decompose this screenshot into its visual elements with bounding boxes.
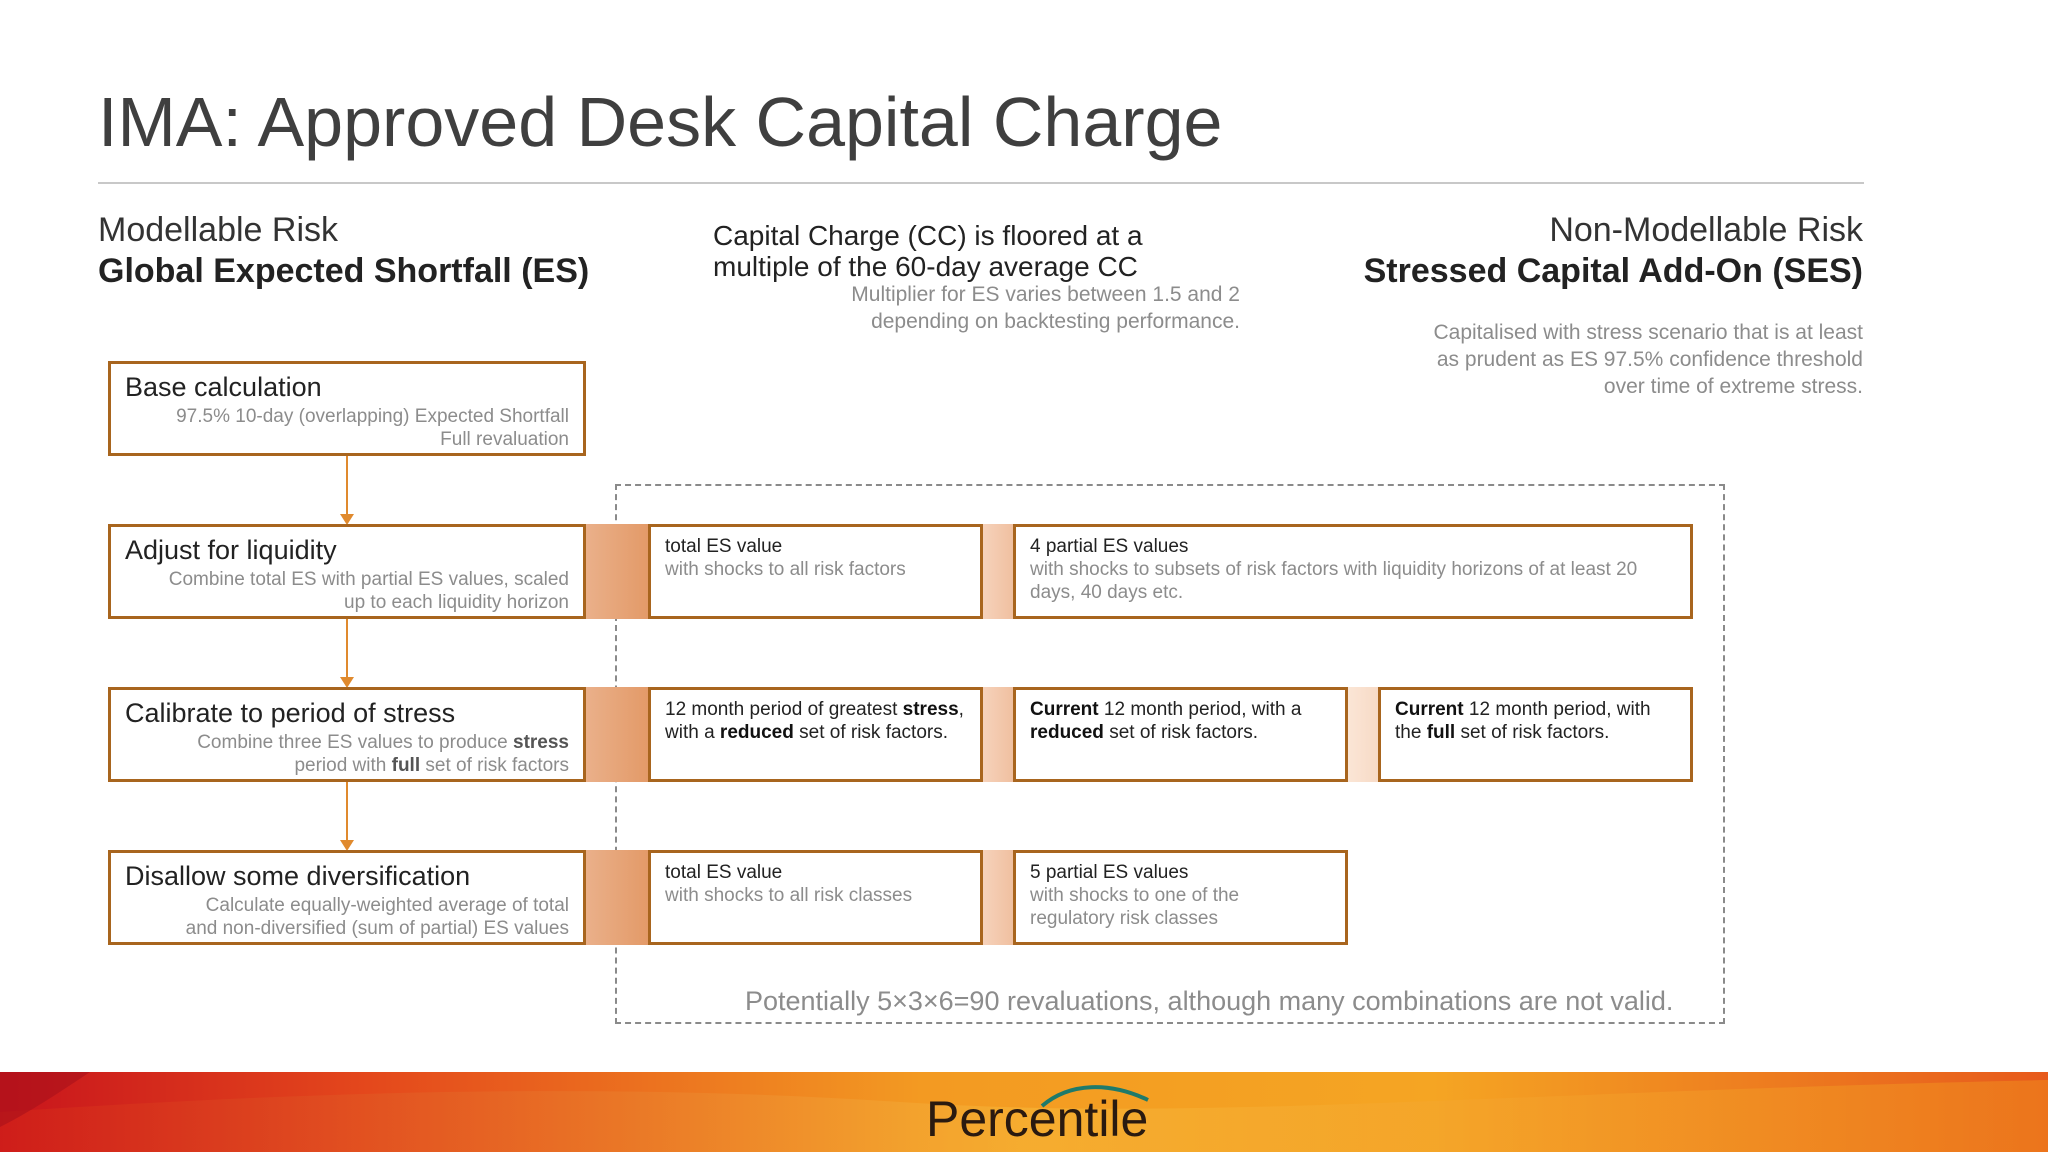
option-text (1030, 698, 1335, 744)
step-description-line-2: up to each liquidity horizon (344, 592, 569, 613)
text-run: period with (294, 755, 392, 776)
step-title: Calibrate to period of stress (125, 698, 456, 728)
step-base-calculation (108, 361, 586, 456)
ses-heading: Stressed Capital Add-On (SES) (1363, 252, 1863, 290)
step-description-line-2: Full revaluation (440, 429, 569, 450)
bold-text-run: reduced (1030, 722, 1104, 743)
connector-strip (983, 687, 1013, 782)
step-description-line-2: and non-diversified (sum of partial) ES values (185, 918, 569, 939)
percentile-logo: Percentile (926, 1091, 1149, 1147)
step-adjust-liquidity (108, 524, 586, 619)
multiplier-note-line-2: depending on backtesting performance. (871, 310, 1240, 333)
option-current-period-reduced (1013, 687, 1348, 782)
title-divider (98, 182, 1864, 184)
capital-charge-line-2: multiple of the 60-day average CC (713, 251, 1138, 282)
option-total-es-risk-factors (648, 524, 983, 619)
option-description: with shocks to all risk classes (665, 885, 913, 906)
capital-charge-line-1: Capital Charge (CC) is floored at a (713, 220, 1143, 251)
connector-strip (586, 524, 648, 619)
ses-note (1433, 319, 1863, 400)
option-title: total ES value (665, 536, 783, 557)
connector-strip (586, 850, 648, 945)
connector-strip (983, 850, 1013, 945)
text-run: 12 month period, with the (1395, 699, 1651, 743)
text-run: 12 month period, with a (1098, 699, 1302, 720)
step-calibrate-stress (108, 687, 586, 782)
ses-note-line-2: as prudent as ES 97.5% confidence threshold (1436, 348, 1863, 371)
step-title: Adjust for liquidity (125, 535, 337, 565)
text-run: , with a (665, 699, 964, 743)
step-description-line-1: Combine total ES with partial ES values, scaled (168, 569, 569, 590)
step-description-line-1: 97.5% 10-day (overlapping) Expected Shortfall (176, 406, 569, 427)
connector-strip (1348, 687, 1378, 782)
step-description (197, 731, 569, 777)
revaluations-note: Potentially 5×3×6=90 revaluations, although many combinations are not valid. (745, 986, 1674, 1016)
bold-text-run: Current (1030, 699, 1099, 720)
page-title: IMA: Approved Desk Capital Charge (98, 83, 1223, 161)
step-description-line-1 (197, 731, 569, 754)
connector-strip (983, 524, 1013, 619)
option-text (1395, 698, 1680, 744)
step-description (186, 894, 569, 940)
bold-text-run: Current (1395, 699, 1464, 720)
modellable-risk-label: Modellable Risk (98, 211, 338, 249)
capital-charge-floor-text (713, 220, 1143, 282)
option-current-period-full (1378, 687, 1693, 782)
option-title: 4 partial ES values (1030, 536, 1189, 557)
option-description: with shocks to one of the regulatory risk classes (1030, 885, 1240, 929)
multiplier-note (700, 281, 1240, 335)
step-disallow-diversification (108, 850, 586, 945)
text-run: Combine three ES values to produce (197, 732, 513, 753)
option-title: total ES value (665, 862, 783, 883)
option-description: with shocks to subsets of risk factors with liquidity horizons of at least 20 days, 40 days etc. (1030, 559, 1638, 603)
bold-text-run: full (391, 755, 421, 776)
option-description: with shocks to all risk factors (665, 559, 906, 580)
step-title: Disallow some diversification (125, 861, 471, 891)
ses-note-line-1: Capitalised with stress scenario that is at least (1433, 321, 1863, 344)
option-partial-es-liquidity (1013, 524, 1693, 619)
bold-text-run: stress (513, 732, 569, 753)
text-run: 12 month period of greatest (665, 699, 903, 720)
option-total-es-risk-classes (648, 850, 983, 945)
global-es-heading: Global Expected Shortfall (ES) (98, 252, 590, 290)
step-description-line-2 (197, 754, 569, 777)
flow-arrow-line (346, 782, 348, 845)
step-description (169, 568, 569, 614)
step-description-line-1: Calculate equally-weighted average of total (205, 895, 569, 916)
step-description (176, 405, 569, 451)
connector-strip (586, 687, 648, 782)
bold-text-run: stress (902, 699, 959, 720)
multiplier-note-line-1: Multiplier for ES varies between 1.5 and 2 (851, 283, 1240, 306)
option-stress-period-reduced (648, 687, 983, 782)
flow-arrow-line (346, 456, 348, 520)
option-partial-es-risk-classes (1013, 850, 1348, 945)
text-run: set of risk factors (420, 755, 569, 776)
step-title: Base calculation (125, 372, 322, 402)
text-run: set of risk factors. (1455, 722, 1610, 743)
text-run: set of risk factors. (793, 722, 948, 743)
non-modellable-risk-label: Non-Modellable Risk (1549, 211, 1863, 249)
bold-text-run: full (1426, 722, 1456, 743)
option-text (665, 698, 970, 744)
text-run: set of risk factors. (1103, 722, 1259, 743)
option-title: 5 partial ES values (1030, 862, 1189, 883)
flow-arrow-line (346, 619, 348, 682)
bold-text-run: reduced (719, 722, 794, 743)
ses-note-line-3: over time of extreme stress. (1603, 375, 1863, 398)
